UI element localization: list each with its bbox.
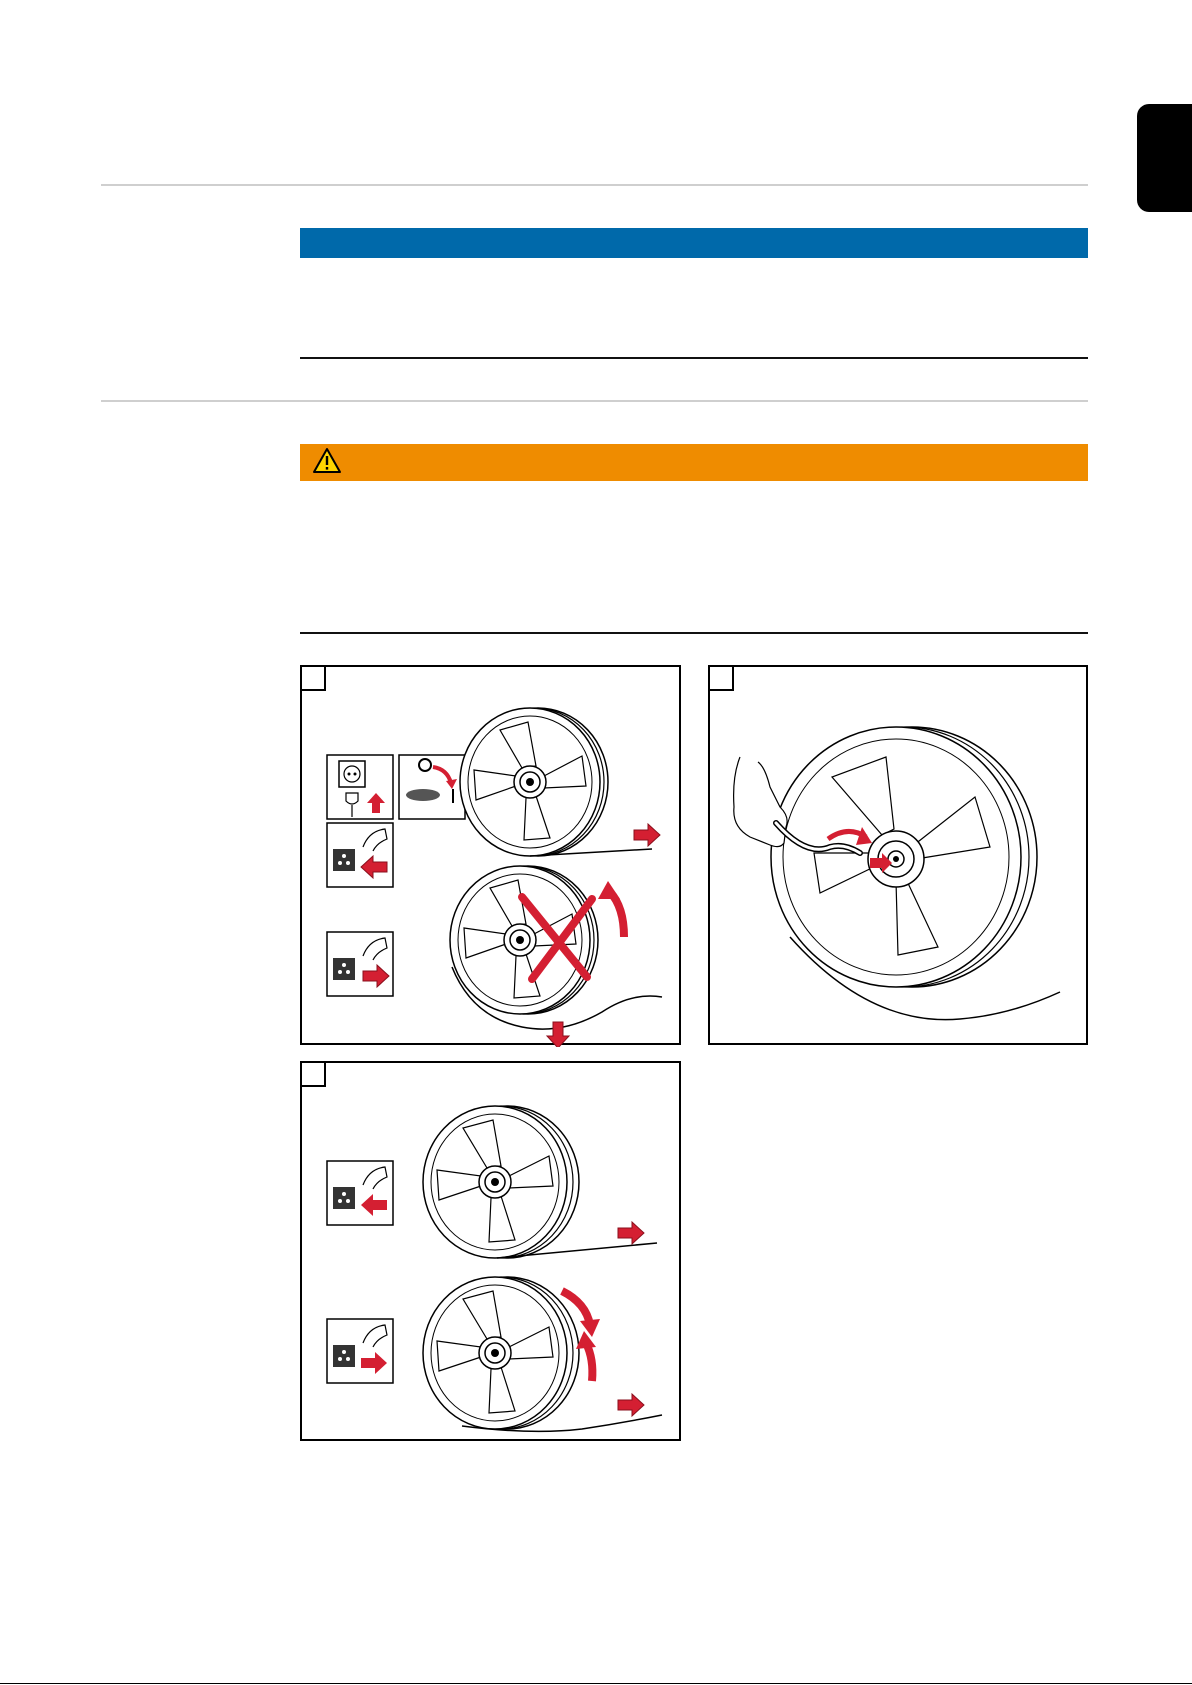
step-3-illustration [300,1061,681,1441]
wire-threading-button-icon [327,932,393,996]
power-plug-icon [327,755,393,819]
warning-triangle-icon [312,447,342,475]
wire-spool-icon [423,1106,579,1258]
section-divider-middle [101,400,1088,402]
arrow-icon [618,1394,644,1416]
note-header-bar [300,228,1088,258]
note-end-rule [300,357,1088,359]
page-footer-rule [0,1683,1192,1684]
step-2-drawing [710,667,1090,1047]
step-1-drawing [302,667,683,1047]
power-switch-icon [399,755,465,819]
section-tab [1137,104,1192,212]
arrow-icon [634,824,660,846]
wire-threading-button-icon [327,1161,393,1225]
wire-threading-button-icon [327,823,393,887]
section-divider-top [101,184,1088,186]
step-2-illustration [708,665,1088,1045]
wire-spool-icon [450,866,598,1014]
warning-header-bar [300,444,1088,481]
step-1-illustration [300,665,681,1045]
wire-spool-icon [423,1277,579,1429]
warning-end-rule [300,632,1088,634]
wire-spool-icon [771,727,1037,987]
wire-spool-icon [460,708,608,856]
arrow-icon [618,1222,644,1244]
wire-threading-button-icon [327,1319,393,1383]
step-3-drawing [302,1063,683,1443]
